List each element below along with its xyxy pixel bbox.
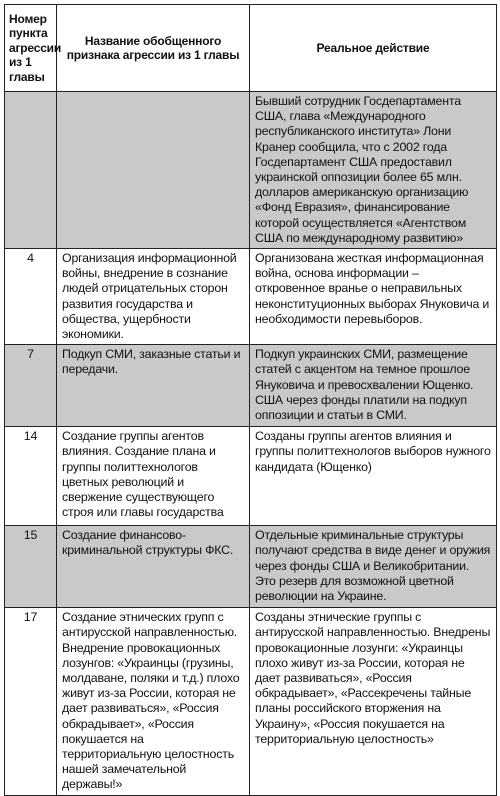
cell-feature: Создание группы агентов влияния. Создание плана и группы политтехнологов цветных революций и свержение существующего строя или главы государства — [57, 427, 250, 526]
cell-action: Организована жесткая информационная война, основа информации – откровенное вранье о неправильных неконституционных выборах Януковича и необходимости перевыборов. — [250, 249, 497, 345]
cell-action: Созданы группы агентов влияния и группы политтехнологов выборов нужного кандидата (Ющенко) — [250, 427, 497, 526]
cell-feature: Создание финансово-криминальной структуры ФКС. — [57, 526, 250, 608]
cell-number: 4 — [5, 249, 57, 345]
cell-number — [5, 92, 57, 249]
cell-number: 7 — [5, 345, 57, 427]
table-row — [5, 345, 497, 427]
cell-number: 17 — [5, 608, 57, 795]
table-header-row — [5, 5, 497, 92]
table-row — [5, 92, 497, 249]
cell-action: Бывший сотрудник Госдепартамента США, глава «Международного республиканского института» Лони Кранер сообщила, что с 2002 года Госдепартамент США предоставил украинской оппозиции более 65 млн. долларов американскую организацию «Фонд Евразия», финансирование которой осуществляется «Агентством США по международному развитию» — [250, 92, 497, 249]
table-row — [5, 526, 497, 608]
cell-feature: Подкуп СМИ, заказные статьи и передачи. — [57, 345, 250, 427]
header-action: Реальное действие — [250, 5, 497, 92]
table-row — [5, 427, 497, 526]
cell-feature — [57, 92, 250, 249]
cell-number: 15 — [5, 526, 57, 608]
cell-action: Отдельные криминальные структуры получают средства в виде денег и оружия через фонды США и Великобритании. Это резерв для возможной цветной революции на Украине. — [250, 526, 497, 608]
aggression-table — [4, 4, 497, 796]
table-row — [5, 249, 497, 345]
header-number: Номер пункта агрессии из 1 главы — [5, 5, 57, 92]
table-row — [5, 608, 497, 795]
header-feature: Название обобщенного признака агрессии из 1 главы — [57, 5, 250, 92]
cell-action: Подкуп украинских СМИ, размещение статей с акцентом на темное прошлое Януковича и превосхвалении Ющенко. США через фонды платили на подкуп оппозиции и статьи в СМИ. — [250, 345, 497, 427]
cell-number: 14 — [5, 427, 57, 526]
cell-feature: Организация информационной войны, внедрение в сознание людей отрицательных сторон развития государства и общества, ущербности экономики. — [57, 249, 250, 345]
cell-feature: Создание этнических групп с антирусской направленностью. Внедрение провокационных лозунгов: «Украинцы (грузины, молдаване, поляки и т.д.) плохо живут из-за России, которая не дает развиваться», «Россия обкрадывает», «Россия покушается на территориальную целостность нашей замечательной державы!» — [57, 608, 250, 795]
cell-action: Созданы этнические группы с антирусской направленностью. Внедрены провокационные лозунги: «Украинцы плохо живут из-за России, которая не дает развиваться», «Россия обкрадывает», «Рассекречены тайные планы российского вторжения на Украину», «Россия покушается на территориальную целостность» — [250, 608, 497, 795]
